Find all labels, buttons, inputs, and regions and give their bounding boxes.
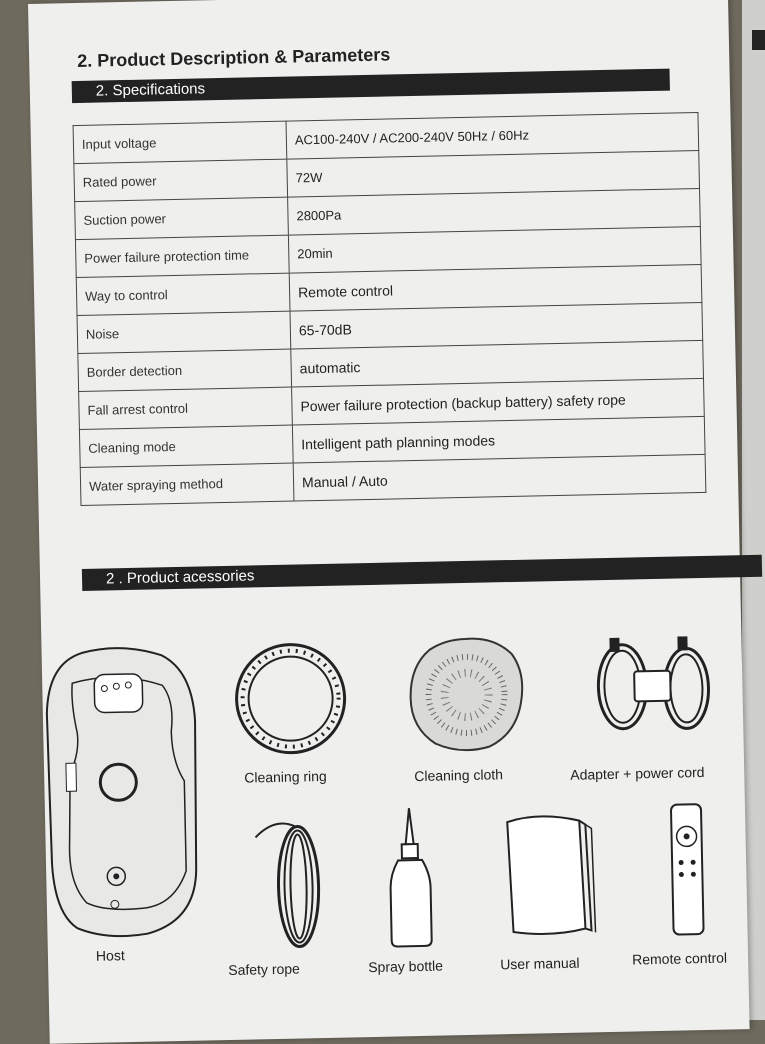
spec-key: Suction power [75,197,289,239]
spec-value: AC100-240V / AC200-240V 50Hz / 60Hz [286,112,699,159]
power-adapter-icon [581,630,723,743]
spec-value: Power failure protection (backup battery) safety rope [292,378,705,425]
spec-value: 65-70dB [290,302,703,349]
specifications-heading: 2. Specifications [72,69,670,104]
spec-key: Input voltage [73,121,287,163]
accessory-label-cloth: Cleaning cloth [414,766,504,785]
spray-bottle-icon [379,804,442,955]
spec-key: Cleaning mode [79,425,293,467]
accessory-label-ring: Cleaning ring [244,767,327,786]
spec-value: 72W [287,150,700,197]
spec-value: 2800Pa [288,188,701,235]
spec-key: Rated power [74,159,288,201]
spec-key: Fall arrest control [79,387,293,429]
remote-control-icon [655,800,718,941]
spec-key: Noise [77,311,291,353]
manual-page [28,0,750,1044]
spec-value: 20min [288,226,701,273]
page-title: 2. Product Description & Parameters [76,44,391,71]
spec-key: Border detection [78,349,292,391]
accessory-label-host: Host [95,947,125,964]
accessory-label-bottle: Spray bottle [368,957,444,976]
cleaning-cloth-icon [403,634,529,757]
accessory-label-rope: Safety rope [228,960,301,979]
spec-value: Intelligent path planning modes [292,416,705,463]
spec-key: Power failure protection time [75,235,289,277]
host-robot-icon [41,641,207,944]
spec-value: Remote control [289,264,702,311]
accessory-label-adapter: Adapter + power cord [570,764,705,783]
spec-value: automatic [291,340,704,387]
accessory-label-remote: Remote control [631,949,728,968]
accessories-heading: 2 . Product acessories [82,555,762,591]
page-edge-mark [752,30,765,50]
cleaning-ring-icon [229,637,351,759]
spec-value: Manual / Auto [293,454,706,501]
spec-key: Way to control [76,273,290,315]
safety-rope-icon [245,806,338,958]
user-manual-icon [499,810,602,942]
spec-key: Water spraying method [80,463,294,505]
specifications-table [73,112,707,506]
accessory-label-manual: User manual [500,954,580,973]
